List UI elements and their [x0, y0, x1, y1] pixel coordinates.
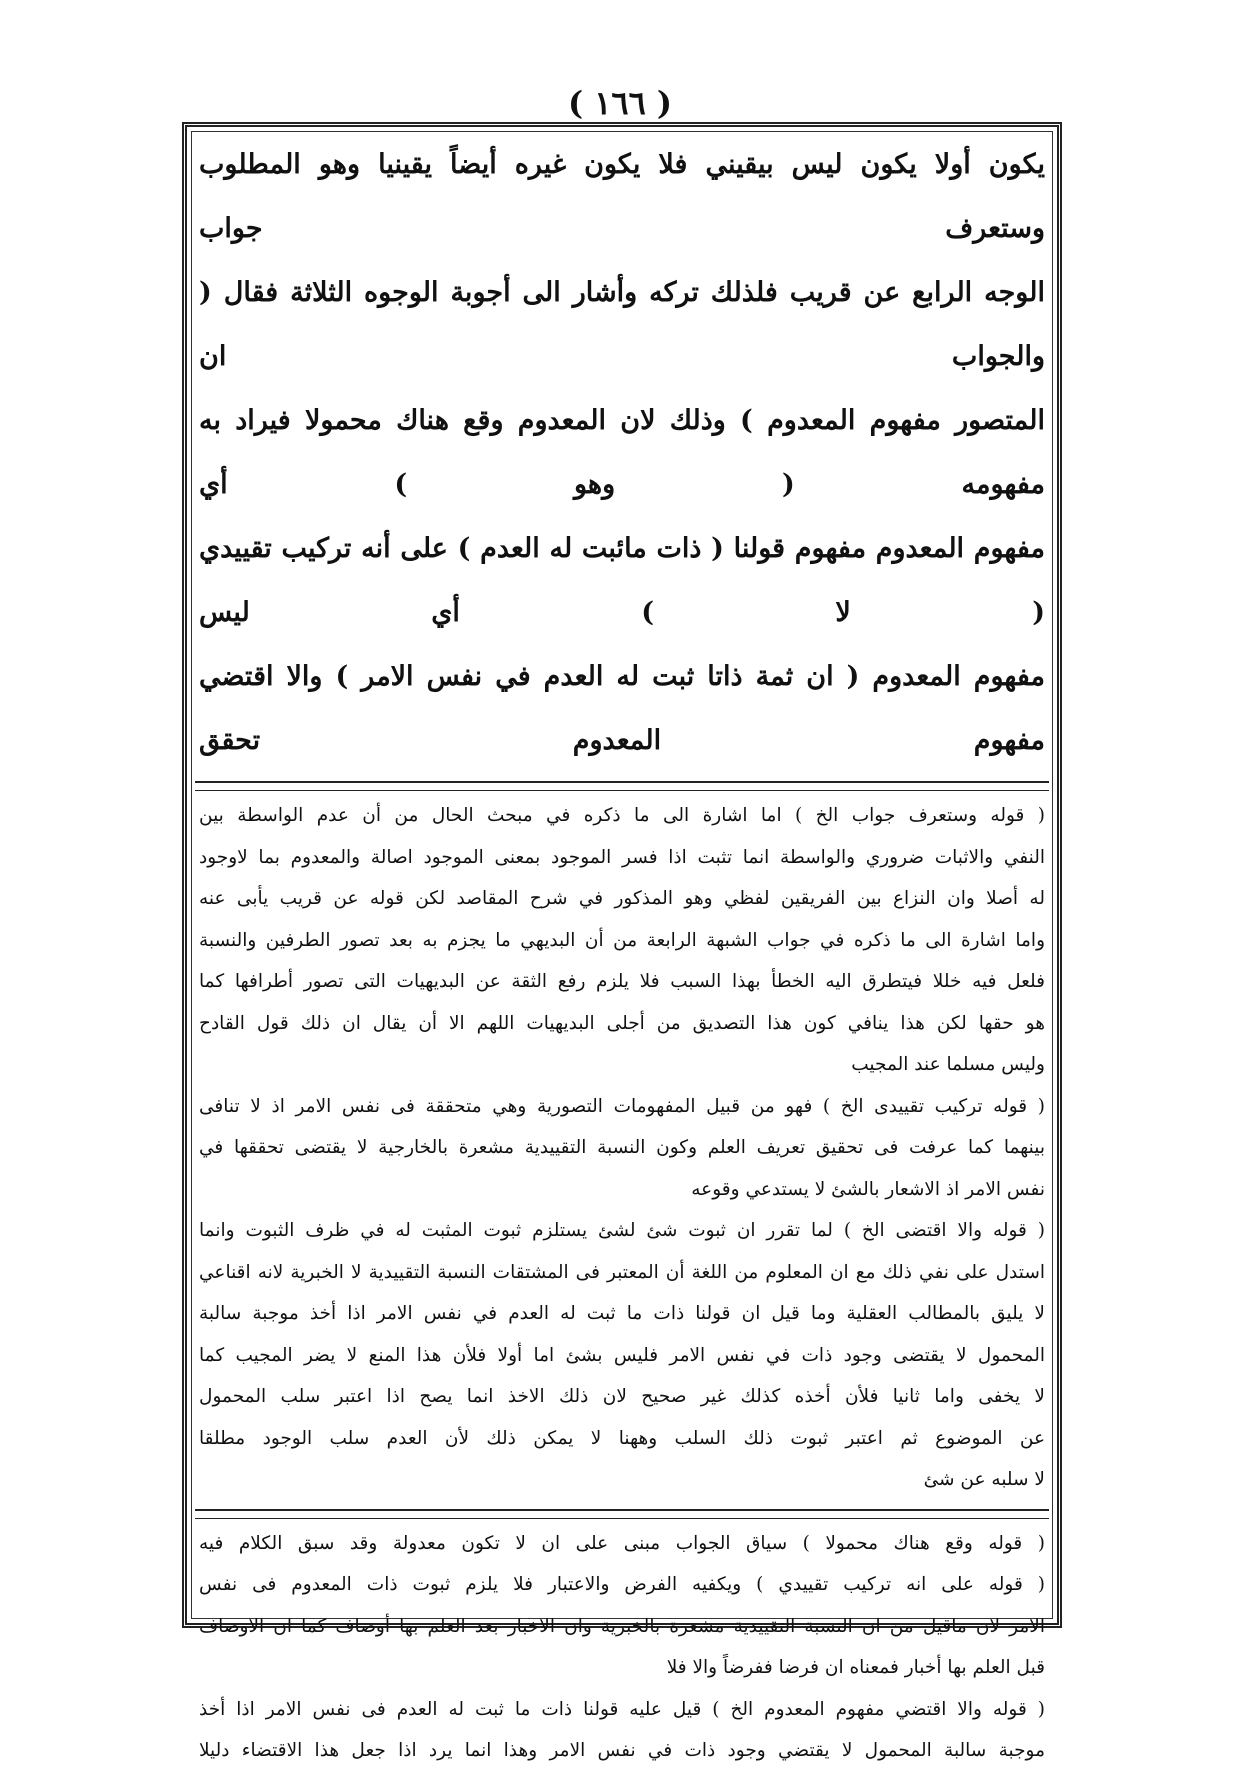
commentary-line: قبل العلم بها أخبار فمعناه ان فرضا ففرضاً والا فلا [666, 1657, 1045, 1678]
commentary-line: ( قوله وستعرف جواب الخ ) اما اشارة الى ما ذكره في مبحث الحال من أن عدم الواسطة بين [199, 805, 1045, 826]
main-line: مفهوم المعدوم مفهوم قولنا ( ذات مائبت له العدم ) على أنه تركيب تقييدي ( لا ) أي ليس [199, 533, 1045, 628]
commentary-line: ( قوله وقع هناك محمولا ) سياق الجواب مبنى على ان لا تكون معدولة وقد سبق الكلام فيه [199, 1532, 1045, 1554]
frame-content [191, 133, 1053, 1761]
commentary-line: لا يليق بالمطالب العقلية وما قيل ان قولنا ذات ما ثبت له العدم في نفس الامر اذا أخذ موجبة سالبة [199, 1303, 1045, 1324]
main-text-block [195, 133, 1049, 773]
commentary-line: لا يخفى واما ثانيا فلأن أخذه كذلك غير صحيح لان ذلك الاخذ انما يصح اذا اعتبر سلب المحمول [199, 1386, 1045, 1407]
commentary-line: لا سلبه عن شئ [923, 1469, 1045, 1490]
divider-rule [195, 781, 1049, 791]
commentary-block-first [195, 795, 1049, 1501]
divider-rule [195, 1509, 1049, 1519]
commentary-line: واما اشارة الى ما ذكره في جواب الشبهة الرابعة من أن البديهي ما يجزم به بعد تصور الطرفين والنسبة [199, 929, 1045, 951]
commentary-line: استدل على نفي ذلك مع ان المعلوم من اللغة أن المعتبر فى المشتقات النسبة التقييدية لا الخبرية لانه اقناعي [199, 1261, 1045, 1283]
main-line: المتصور مفهوم المعدوم ) وذلك لان المعدوم وقع هناك محمولا فيراد به مفهومه ( وهو ) أي [199, 405, 1045, 500]
commentary-line: المحمول لا يقتضى وجود ذات في نفس الامر فليس بشئ اما أولا فلأن هذا المنع لا يضر المجيب كما [199, 1344, 1045, 1366]
commentary-line: فلعل فيه خللا فيتطرق اليه الخطأ بهذا السبب فلا يلزم رفع الثقة عن البديهيات التى تصور أطرافها كما [199, 971, 1045, 992]
commentary-line: النفي والاثبات ضروري والواسطة انما تثبت اذا فسر الموجود بمعنى الموجود اصالة والمعدوم بما لاوجود [199, 846, 1045, 868]
commentary-line: الامر لان ماقيل من ان النسبة التقييدية مشعرة بالخبرية وان الاخبار بعد العلم بها أوصاف كما ان الاوصاف [199, 1615, 1045, 1637]
commentary-line: ( قوله على انه تركيب تقييدي ) ويكفيه الفرض والاعتبار فلا يلزم ثبوت ذات المعدوم فى نفس [199, 1574, 1045, 1595]
commentary-line: بينهما كما عرفت فى تحقيق تعريف العلم وكون النسبة التقييدية مشعرة بالخارجية لا يقتضى تحققها في [199, 1137, 1045, 1158]
page-number: ( ١٦٦ ) [567, 84, 673, 122]
main-line: الوجه الرابع عن قريب فلذلك تركه وأشار الى أجوبة الوجوه الثلاثة فقال ( والجواب ان [199, 277, 1045, 372]
commentary-block-second [195, 1523, 1049, 1772]
commentary-line: هو حقها لكن هذا ينافي كون هذا التصديق من أجلى البديهيات اللهم الا أن يقال ان ذلك قول القادح [199, 1012, 1045, 1034]
commentary-line: نفس الامر اذ الاشعار بالشئ لا يستدعي وقوعه [691, 1178, 1045, 1200]
commentary-line: عن الموضوع ثم اعتبر ثبوت ذلك السلب وههنا لا يمكن ذلك لأن العدم سلب الوجود مطلقا [199, 1427, 1045, 1449]
commentary-line: له أصلا وان النزاع بين الفريقين لفظي وهو المذكور في شرح المقاصد لكن قوله عن قريب يأبى عنه [199, 888, 1045, 909]
commentary-line: ( قوله والا اقتضى الخ ) لما تقرر ان ثبوت شئ لشئ يستلزم ثبوت المثبت له في ظرف الثبوت وانما [199, 1220, 1045, 1241]
commentary-line: ( قوله تركيب تقييدى الخ ) فهو من قبيل المفهومات التصورية وهي متحققة فى نفس الامر اذ لا تنافى [199, 1095, 1045, 1117]
commentary-line: وليس مسلما عند المجيب [851, 1054, 1045, 1075]
main-line: يكون أولا يكون ليس بيقيني فلا يكون غيره أيضاً يقينيا وهو المطلوب وستعرف جواب [199, 149, 1045, 244]
main-line: مفهوم المعدوم ( ان ثمة ذاتا ثبت له العدم في نفس الامر ) والا اقتضي مفهوم المعدوم تحقق [199, 661, 1045, 756]
commentary-line: ( قوله والا اقتضي مفهوم المعدوم الخ ) قيل عليه قولنا ذات ما ثبت له العدم فى نفس الامر اذا أخذ [199, 1698, 1045, 1720]
commentary-line: موجبة سالبة المحمول لا يقتضي وجود ذات في نفس الامر وهذا انما يرد اذا جعل هذا الاقتضاء دليلا [199, 1740, 1045, 1761]
page-frame [182, 122, 1062, 1761]
